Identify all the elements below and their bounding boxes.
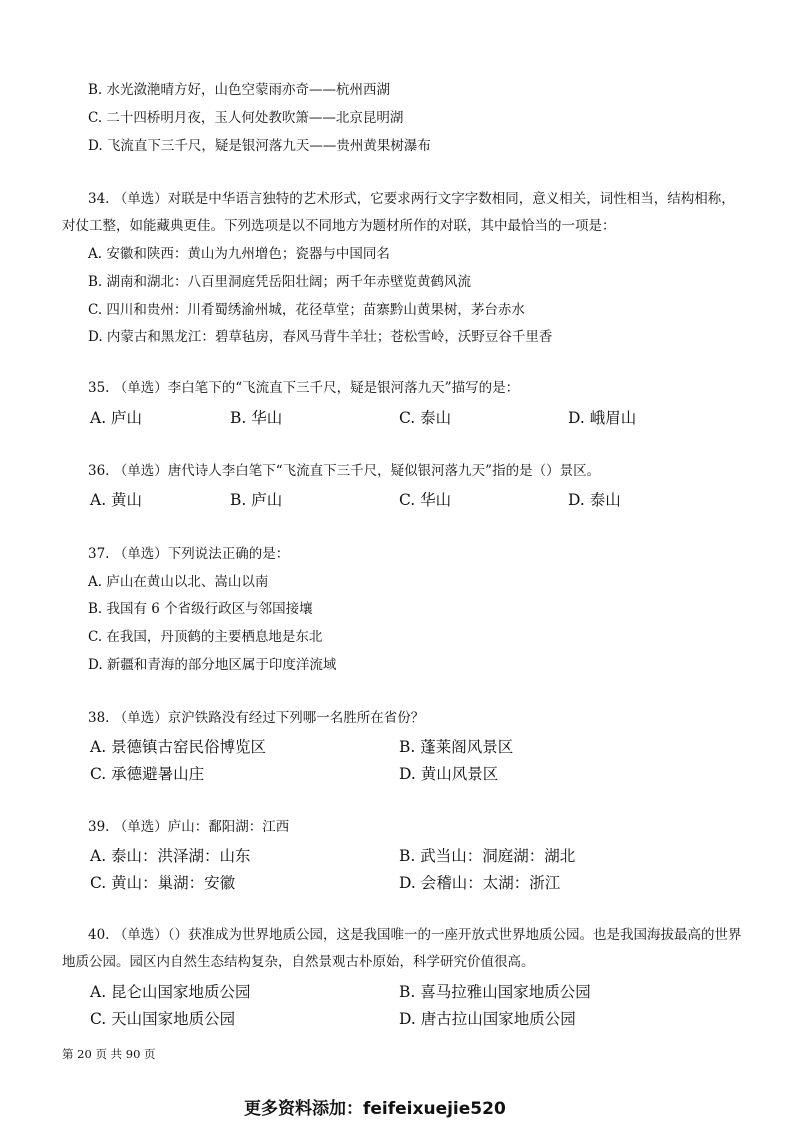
question-35-option-a: A. 庐山 [90,409,143,427]
question-38-option-d: D. 黄山风景区 [399,765,499,783]
question-40-option-b: B. 喜马拉雅山国家地质公园 [399,983,591,1001]
question-39-stem: 39. （单选）庐山：鄱阳湖：江西 [88,819,290,835]
question-39-option-a: A. 泰山：洪泽湖：山东 [90,847,251,865]
question-40-option-d: D. 唐古拉山国家地质公园 [399,1010,576,1028]
question-35-option-c: C. 泰山 [399,409,452,427]
question-36-option-a: A. 黄山 [90,491,143,509]
question-37-option-b: B. 我国有 6 个省级行政区与邻国接壤 [88,601,313,617]
question-39-option-c: C. 黄山：巢湖：安徽 [90,874,236,892]
page-number: 第 20 页 共 90 页 [62,1047,156,1061]
question-36-stem: 36. （单选）唐代诗人李白笔下“飞流直下三千尺，疑似银河落九天”指的是（）景区。 [88,463,601,479]
question-35-option-d: D. 峨眉山 [568,409,637,427]
question-39-option-b: B. 武当山：洞庭湖：湖北 [399,847,576,865]
option-b-prev: B. 水光潋滟晴方好，山色空蒙雨亦奇——杭州西湖 [88,82,391,98]
question-37-option-a: A. 庐山在黄山以北、嵩山以南 [88,574,269,590]
question-37-option-c: C. 在我国，丹顶鹤的主要栖息地是东北 [88,629,323,645]
question-36-option-c: C. 华山 [399,491,452,509]
question-40-stem: 40. （单选）（）获准成为世界地质公园，这是我国唯一的一座开放式世界地质公园。也是我国海拔最高的世界地质公园。园区内自然生态结构复杂，自然景观古朴原始，科学研究价值很高。 [62,927,742,970]
question-38-option-b: B. 蓬莱阁风景区 [399,738,514,756]
question-37-option-d: D. 新疆和青海的部分地区属于印度洋流域 [88,657,337,673]
question-40-option-a: A. 昆仑山国家地质公园 [90,983,251,1001]
question-38-stem: 38. （单选）京沪铁路没有经过下列哪一名胜所在省份？ [88,710,425,726]
question-34-option-b: B. 湖南和湖北：八百里洞庭凭岳阳壮阔；两千年赤壁览黄鹤风流 [88,274,472,290]
question-39-option-d: D. 会稽山：太湖：浙江 [399,874,561,892]
question-34-option-d: D. 内蒙古和黑龙江：碧草毡房，春风马背牛羊壮；苍松雪岭，沃野豆谷千里香 [88,329,553,345]
question-37-stem: 37. （单选）下列说法正确的是： [88,546,290,562]
question-40-option-c: C. 天山国家地质公园 [90,1010,236,1028]
question-38-option-a: A. 景德镇古窑民俗博览区 [90,738,267,756]
question-35-option-b: B. 华山 [230,409,283,427]
question-36-option-d: D. 泰山 [568,491,621,509]
question-35-stem: 35. （单选）李白笔下的“飞流直下三千尺，疑是银河落九天”描写的是： [88,380,520,396]
option-c-prev: C. 二十四桥明月夜，玉人何处教吹箫——北京昆明湖 [88,110,404,126]
question-34-option-a: A. 安徽和陕西：黄山为九州增色；瓷器与中国同名 [88,246,390,262]
question-34-stem: 34. （单选）对联是中华语言独特的艺术形式，它要求两行文字字数相同，意义相关，词性相当，结构相称，对仗工整，如能藏典更佳。下列选项是以不同地方为题材所作的对联，其中最恰当的一项是： [62,191,735,234]
footer-contact-note: 更多资料添加：feifeixuejie520 [244,1099,506,1119]
option-d-prev: D. 飞流直下三千尺，疑是银河落九天——贵州黄果树瀑布 [88,138,431,154]
question-34-option-c: C. 四川和贵州：川肴蜀绣渝州城，花径草堂；苗寨黔山黄果树，茅台赤水 [88,302,525,318]
question-38-option-c: C. 承德避暑山庄 [90,765,205,783]
question-36-option-b: B. 庐山 [230,491,283,509]
